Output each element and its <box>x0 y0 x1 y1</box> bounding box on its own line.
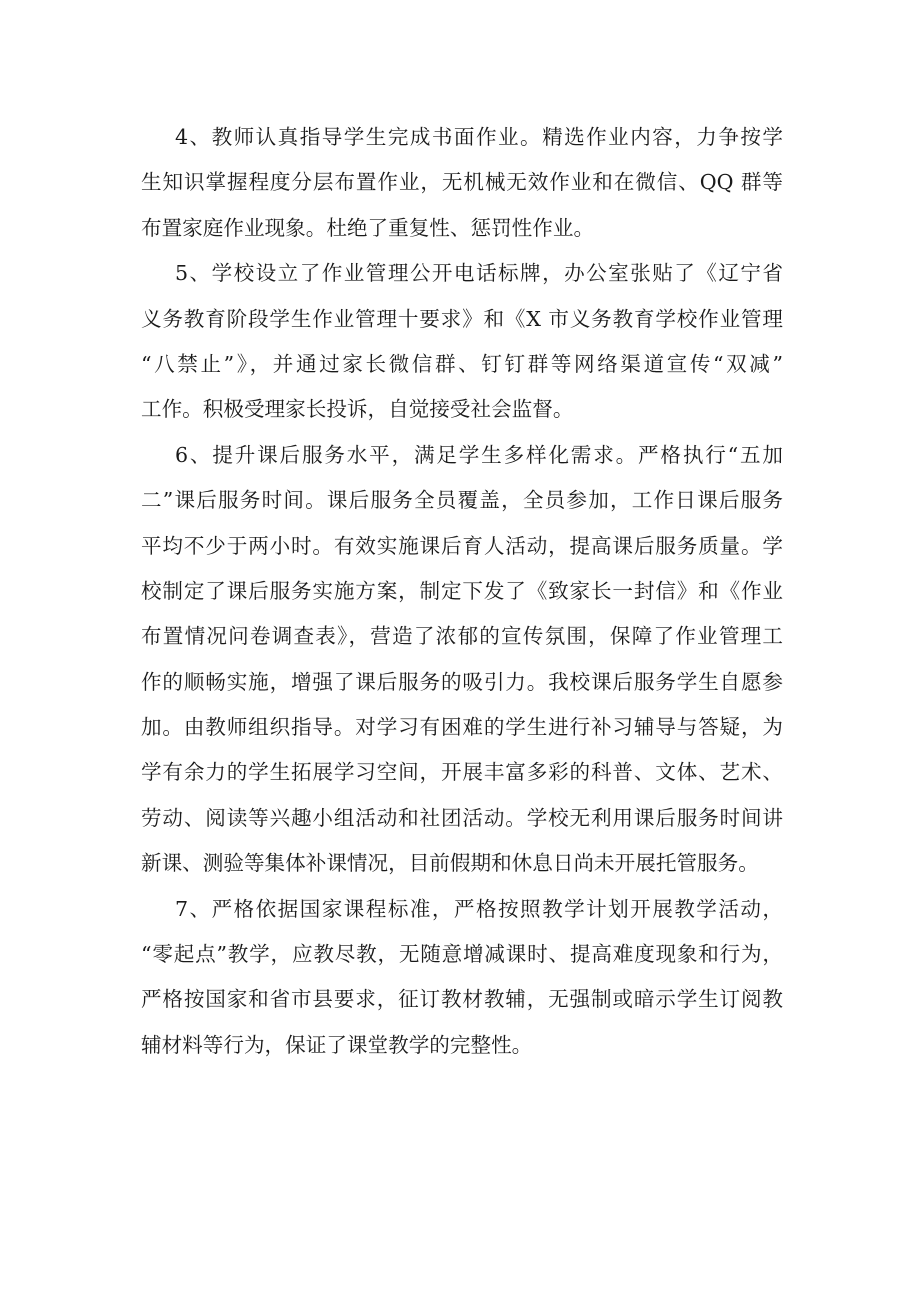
text-line: 平均不少于两小时。有效实施课后育人活动，提高课后服务质量。学 <box>141 533 783 558</box>
text-line: 严格按国家和省市县要求，征订教材教辅，无强制或暗示学生订阅教 <box>141 987 783 1012</box>
text-line: 校制定了课后服务实施方案，制定下发了《致家长一封信》和《作业 <box>141 578 783 603</box>
paragraph-item-6 <box>141 433 783 887</box>
text-line: 劳动、阅读等兴趣小组活动和社团活动。学校无利用课后服务时间讲 <box>141 805 783 830</box>
text-line: 加。由教师组织指导。对学习有困难的学生进行补习辅导与答疑，为 <box>141 715 783 740</box>
text-line: 二”课后服务时间。课后服务全员覆盖，全员参加，工作日课后服务 <box>141 488 783 513</box>
text-line: 义务教育阶段学生作业管理十要求》和《X 市义务教育学校作业管理 <box>141 306 783 331</box>
document-body <box>141 115 783 1068</box>
text-line: 6、提升课后服务水平，满足学生多样化需求。严格执行“五加 <box>175 442 783 467</box>
text-line: 辅材料等行为，保证了课堂教学的完整性。 <box>141 1032 533 1057</box>
paragraph-item-5 <box>141 251 783 433</box>
text-line: 4、教师认真指导学生完成书面作业。精选作业内容，力争按学 <box>175 125 783 149</box>
text-line: “八禁止”》，并通过家长微信群、钉钉群等网络渠道宣传“双减” <box>141 351 783 376</box>
text-line: 5、学校设立了作业管理公开电话标牌，办公室张贴了《辽宁省 <box>175 261 783 286</box>
paragraph-item-4 <box>141 115 783 251</box>
text-line: 7、严格依据国家课程标准，严格按照教学计划开展教学活动， <box>175 896 783 921</box>
text-line: 作的顺畅实施，增强了课后服务的吸引力。我校课后服务学生自愿参 <box>141 669 783 694</box>
text-line: “零起点”教学，应教尽教，无随意增减课时、提高难度现象和行为， <box>141 942 783 967</box>
text-line: 新课、测验等集体补课情况，目前假期和休息日尚未开展托管服务。 <box>141 851 759 876</box>
text-line: 生知识掌握程度分层布置作业，无机械无效作业和在微信、QQ 群等 <box>141 170 783 195</box>
text-line: 工作。积极受理家长投诉，自觉接受社会监督。 <box>141 397 574 422</box>
text-line: 布置家庭作业现象。杜绝了重复性、惩罚性作业。 <box>141 215 595 240</box>
text-line: 布置情况问卷调查表》，营造了浓郁的宣传氛围，保障了作业管理工 <box>141 624 783 649</box>
paragraph-item-7 <box>141 887 783 1069</box>
text-line: 学有余力的学生拓展学习空间，开展丰富多彩的科普、文体、艺术、 <box>141 760 783 785</box>
